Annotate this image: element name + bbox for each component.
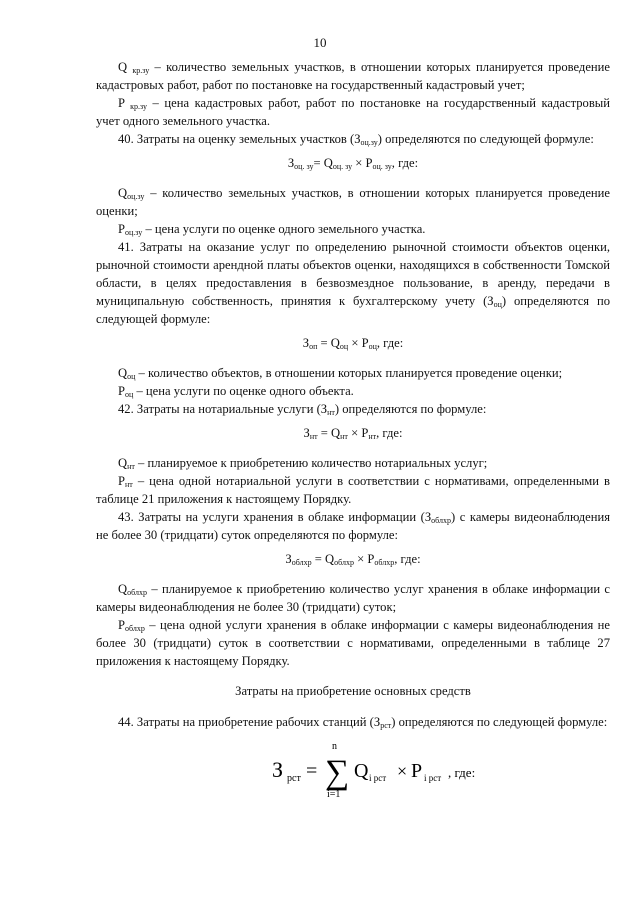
section-text: 43. Затраты на услуги хранения в облаке информации (З: [118, 510, 432, 524]
subscript: оц: [125, 390, 134, 399]
formula44-eq: =: [306, 760, 318, 782]
subscript: оп: [309, 342, 318, 351]
formula-part: , где:: [376, 426, 403, 440]
definition-text: – количество объектов, в отношении которых планируется проведение оценки;: [135, 366, 563, 380]
formula-part: , где:: [394, 552, 421, 566]
formula44-q-sub: i рст: [369, 773, 387, 783]
section-text: 41. Затраты на оказание услуг по определению рыночной стоимости объектов оценки, рыночной стоимости арендной платы объектов оценки, находящихся в собственности Томской области, в целях предоставления в безвозмездное пользование, в аренду, передачи в муниципальную собственность, принятия к бухгалтерскому учету (З: [96, 240, 610, 308]
subscript: оц. зу: [332, 162, 353, 171]
formula44-sum-icon: ∑: [325, 754, 350, 791]
section-text: 42. Затраты на нотариальные услуги (З: [118, 402, 328, 416]
formula44-z: З: [272, 757, 284, 782]
var-q: Q: [118, 456, 128, 470]
section-41: [96, 238, 610, 328]
formula44-p-sub: i рст: [424, 773, 442, 783]
subscript: облхр: [127, 588, 147, 597]
section-40: [96, 130, 610, 148]
subscript: оц: [339, 342, 349, 351]
formula-part: З: [285, 552, 292, 566]
definition-p-nt: [96, 472, 610, 508]
subscript: оц: [127, 372, 136, 381]
var-p: P: [118, 474, 126, 488]
formula44-end: , где:: [448, 765, 476, 780]
formula-part: , где:: [391, 156, 419, 170]
subscript: нт: [309, 432, 318, 441]
definition-p-kr-zu: [96, 94, 610, 130]
definition-text: – планируемое к приобретению количество нотариальных услуг;: [134, 456, 488, 470]
formula44-times: ×: [397, 761, 408, 781]
formula-part: , где:: [376, 336, 404, 350]
definition-p-oc: [96, 382, 610, 400]
section-text: ) определяются по следующей формуле:: [377, 132, 594, 146]
subscript: оц. зу: [372, 162, 392, 171]
subscript: оц: [493, 300, 502, 309]
definition-text: – цена одной нотариальной услуги в соответствии с нормативами, определенными в таблице 21 приложения к настоящему Порядку.: [96, 474, 610, 506]
formula-part: × P: [347, 426, 369, 440]
definition-q-oblhr: [96, 580, 610, 616]
subscript: рст: [380, 721, 392, 730]
definition-text: – цена одной услуги хранения в облаке информации с камеры видеонаблюдения не более 30 (тридцати) суток в соответствии с нормативами, определенными в таблице 27 приложения к настоящему Порядку.: [96, 618, 610, 668]
section-text: ) определяются по следующей формуле:: [96, 294, 610, 326]
var-p: P: [118, 618, 126, 632]
formula-part: × P: [353, 552, 375, 566]
definition-q-nt: [96, 454, 610, 472]
definition-p-oc-zu: [96, 220, 610, 238]
definition-text: – количество земельных участков, в отношении которых планируется проведение оценки;: [96, 186, 610, 218]
formula-42: [96, 424, 610, 442]
definition-q-oc: [96, 364, 610, 382]
section-text: ) определяются по формуле:: [334, 402, 487, 416]
var-q: Q: [118, 60, 128, 74]
section-text: 40. Затраты на оценку земельных участков (З: [118, 132, 361, 146]
var-p: P: [118, 384, 126, 398]
subscript: оц.зу: [360, 138, 378, 147]
definition-q-kr-zu: [96, 58, 610, 94]
formula-44: [96, 739, 610, 801]
subscript: нт: [327, 408, 335, 417]
formula-part: = Q: [313, 156, 333, 170]
formula-part: × P: [348, 336, 369, 350]
subscript: облхр: [334, 558, 354, 567]
formula-40: [96, 154, 610, 172]
subscript: оц.зу: [125, 228, 143, 237]
definition-text: – цена услуги по оценке одного объекта.: [133, 384, 354, 398]
formula-part: З: [303, 426, 310, 440]
definition-text: – цена услуги по оценке одного земельного участка.: [142, 222, 426, 236]
var-q: Q: [118, 186, 128, 200]
subscript: облхр: [431, 516, 452, 525]
definition-text: – планируемое к приобретению количество услуг хранения в облаке информации с камеры видеонаблюдения не более 30 (тридцати) суток;: [96, 582, 610, 614]
formula-part: З: [302, 336, 310, 350]
formula-part: = Q: [317, 336, 340, 350]
var-q: Q: [118, 582, 128, 596]
section-text: ) с камеры видеонаблюдения не более 30 (тридцати) суток определяются по формуле:: [96, 510, 610, 542]
subscript: нт: [368, 432, 377, 441]
formula44-upper: n: [332, 741, 337, 752]
subscript: кр.зу: [132, 66, 150, 75]
formula-part: З: [287, 156, 295, 170]
subscript: облхр: [125, 624, 145, 633]
formula-41: [96, 334, 610, 352]
var-p: P: [118, 222, 126, 236]
section-text: 44. Затраты на приобретение рабочих станций (З: [118, 715, 381, 729]
section-44: [96, 713, 610, 731]
subscript: нт: [340, 432, 348, 441]
formula44-lower: i=1: [327, 789, 341, 800]
section-heading: Затраты на приобретение основных средств: [235, 684, 471, 698]
subscript: нт: [125, 480, 133, 489]
formula-part: × P: [352, 156, 373, 170]
definition-q-oc-zu: [96, 184, 610, 220]
subscript: оц: [368, 342, 377, 351]
subscript: кр.зу: [130, 102, 147, 111]
summation-formula: [96, 739, 610, 801]
formula-43: [96, 550, 610, 568]
page-number: 10: [313, 35, 327, 50]
definition-text: – цена кадастровых работ, работ по постановке на государственный кадастровый учет одного земельного участка.: [96, 96, 610, 128]
definition-p-oblhr: [96, 616, 610, 670]
subscript: нт: [127, 462, 135, 471]
section-43: [96, 508, 610, 544]
definition-text: – количество земельных участков, в отношении которых планируется проведение кадастровых работ, работ по постановке на государственный кадастровый учет;: [96, 60, 610, 92]
formula44-z-sub: рст: [287, 773, 301, 784]
subscript: облхр: [291, 558, 312, 567]
var-q: Q: [118, 366, 128, 380]
subscript: оц.зу: [127, 192, 145, 201]
section-42: [96, 400, 610, 418]
document-body: [96, 58, 610, 801]
formula44-p: P: [411, 760, 423, 782]
formula-part: = Q: [317, 426, 341, 440]
subscript: облхр: [374, 558, 395, 567]
subscript: оц. зу: [294, 162, 314, 171]
formula-part: = Q: [311, 552, 335, 566]
section-text: ) определяются по следующей формуле:: [391, 715, 608, 729]
var-p: P: [118, 96, 125, 110]
formula44-q: Q: [354, 760, 369, 782]
